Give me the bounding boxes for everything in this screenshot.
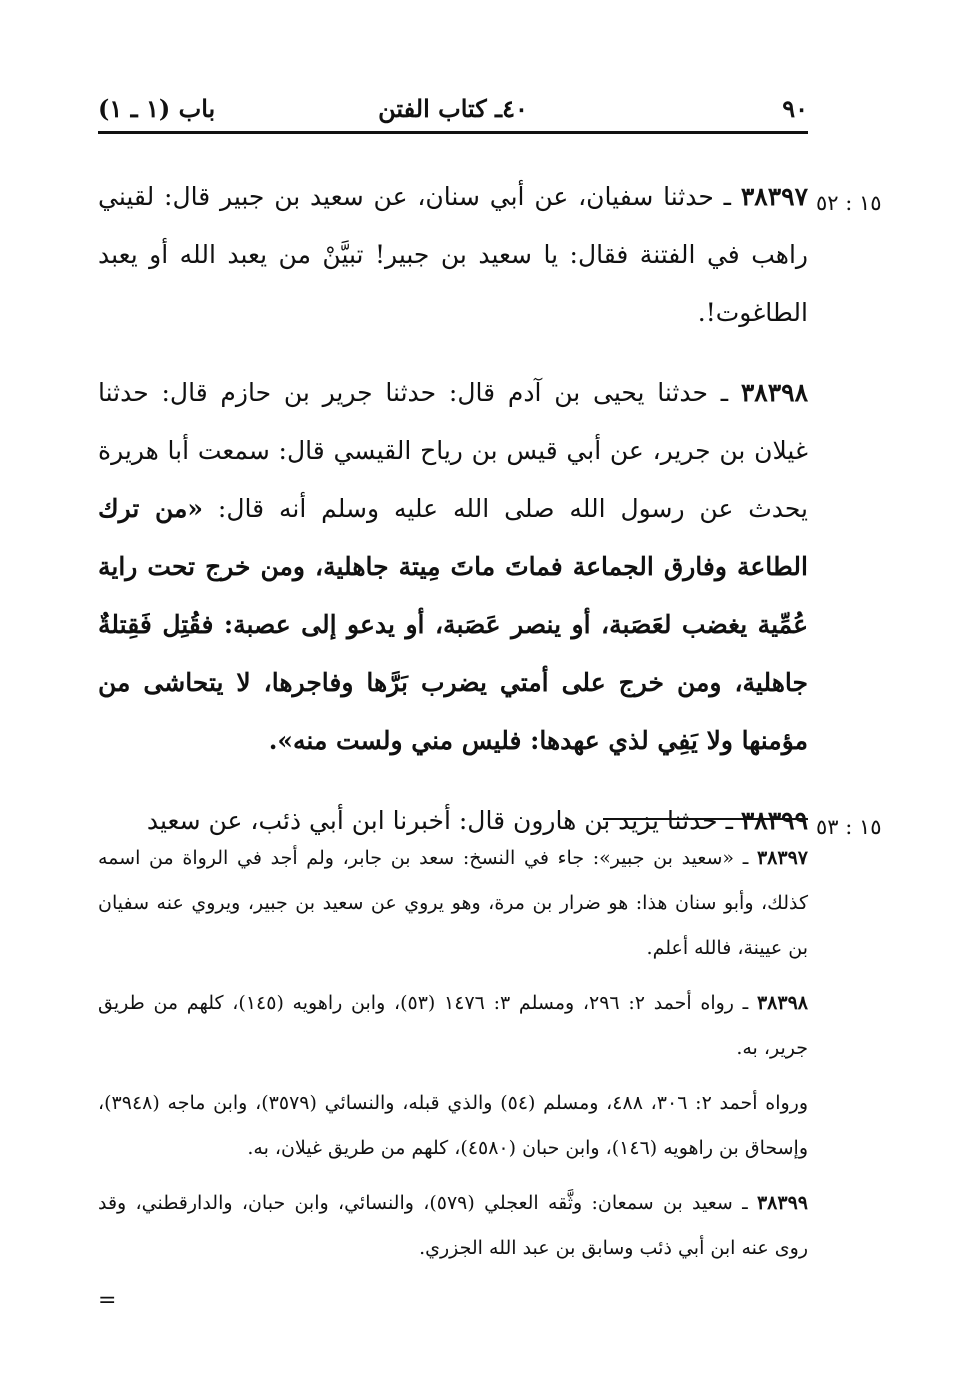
- hadith-38398: [98, 364, 808, 770]
- footnote-number: ٣٨٣٩٧: [756, 847, 808, 869]
- footnote-text: ـ «سعيد بن جبير»: جاء في النسخ: سعد بن جابر، ولم أجد في الرواة من اسمه كذلك، وأبو سنان هذا: هو ضرار بن مرة، وهو يروي عن سعيد بن جبير، ويروي عنه سفيان بن عيينة، فالله أعلم.: [98, 847, 808, 959]
- footnote: [98, 1181, 808, 1271]
- footnote-divider: [603, 818, 808, 820]
- footnote-text: ـ رواه أحمد ٢: ٢٩٦، ومسلم ٣: ١٤٧٦ (٥٣)، وابن راهويه (١٤٥)، كلهم من طريق جرير، به.: [98, 992, 808, 1059]
- main-text: [98, 168, 882, 850]
- hadith-number: ٣٨٣٩٨: [740, 378, 808, 407]
- margin-reference: ١٥ : ٥٢: [816, 191, 882, 215]
- footnote-text: ـ سعيد بن سمعان: وثَّقه العجلي (٥٧٩)، والنسائي، وابن حبان، والدارقطني، وقد روى عنه ابن أبي ذئب وسابق بن عبد الله الجزري.: [98, 1192, 808, 1259]
- footnote-number: ٣٨٣٩٩: [756, 1192, 808, 1214]
- hadith-number: ٣٨٣٩٧: [740, 182, 808, 211]
- book-title: ٤٠ـ كتاب الفتن: [378, 94, 528, 123]
- footnote: [98, 981, 808, 1071]
- hadith-38397: [98, 168, 882, 342]
- footnote: [98, 836, 808, 971]
- footnote-number: ٣٨٣٩٨: [756, 992, 808, 1014]
- margin-reference: ١٥ : ٥٣: [816, 815, 882, 839]
- footnote: [98, 1081, 808, 1171]
- hadith-text: ـ حدثنا يحيى بن آدم قال: حدثنا جرير بن حازم قال: حدثنا غيلان بن جرير، عن أبي قيس بن رياح القيسي قال: سمعت أبا هريرة يحدث عن رسول الله صلى الله عليه وسلم أنه قال:: [98, 378, 808, 523]
- header-divider: [98, 131, 808, 134]
- hadith-text: ـ حدثنا يزيد بن هارون قال: أخبرنا ابن أبي ذئب، عن سعيد: [146, 806, 741, 835]
- page-number: ٩٠: [782, 94, 808, 123]
- hadith-number: ٣٨٣٩٩: [740, 806, 808, 835]
- continuation-mark: =: [98, 1288, 117, 1313]
- hadith-text: ـ حدثنا سفيان، عن أبي سنان، عن سعيد بن جبير قال: لقيني راهب في الفتنة فقال: يا سعيد بن جبير! تبيَّنْ من يعبد الله أو يعبد الطاغوت!.: [98, 182, 808, 327]
- footnote-text: ورواه أحمد ٢: ٣٠٦، ٤٨٨، ومسلم (٥٤) والذي قبله، والنسائي (٣٥٧٩)، وابن ماجه (٣٩٤٨)، وإسحاق بن راهويه (١٤٦)، وابن حبان (٤٥٨٠)، كلهم من طريق غيلان، به.: [98, 1092, 808, 1159]
- chapter-title: باب (١ ـ ١): [98, 94, 216, 123]
- footnotes: [98, 836, 808, 1271]
- hadith-quote: «من ترك الطاعة وفارق الجماعة فماتَ ماتَ مِيتة جاهلية، ومن خرج تحت راية عُمِّية يغضب لعَصَبة، أو ينصر عَصَبة، أو يدعو إلى عصبة: فقُتِل فَقِتلةٌ جاهلية، ومن خرج على أمتي يضرب بَرَّها وفاجرها، لا يتحاشى من مؤمنها ولا يَفِي لذي عهدها: فليس مني ولست منه».: [98, 494, 808, 755]
- page-header: [98, 92, 808, 132]
